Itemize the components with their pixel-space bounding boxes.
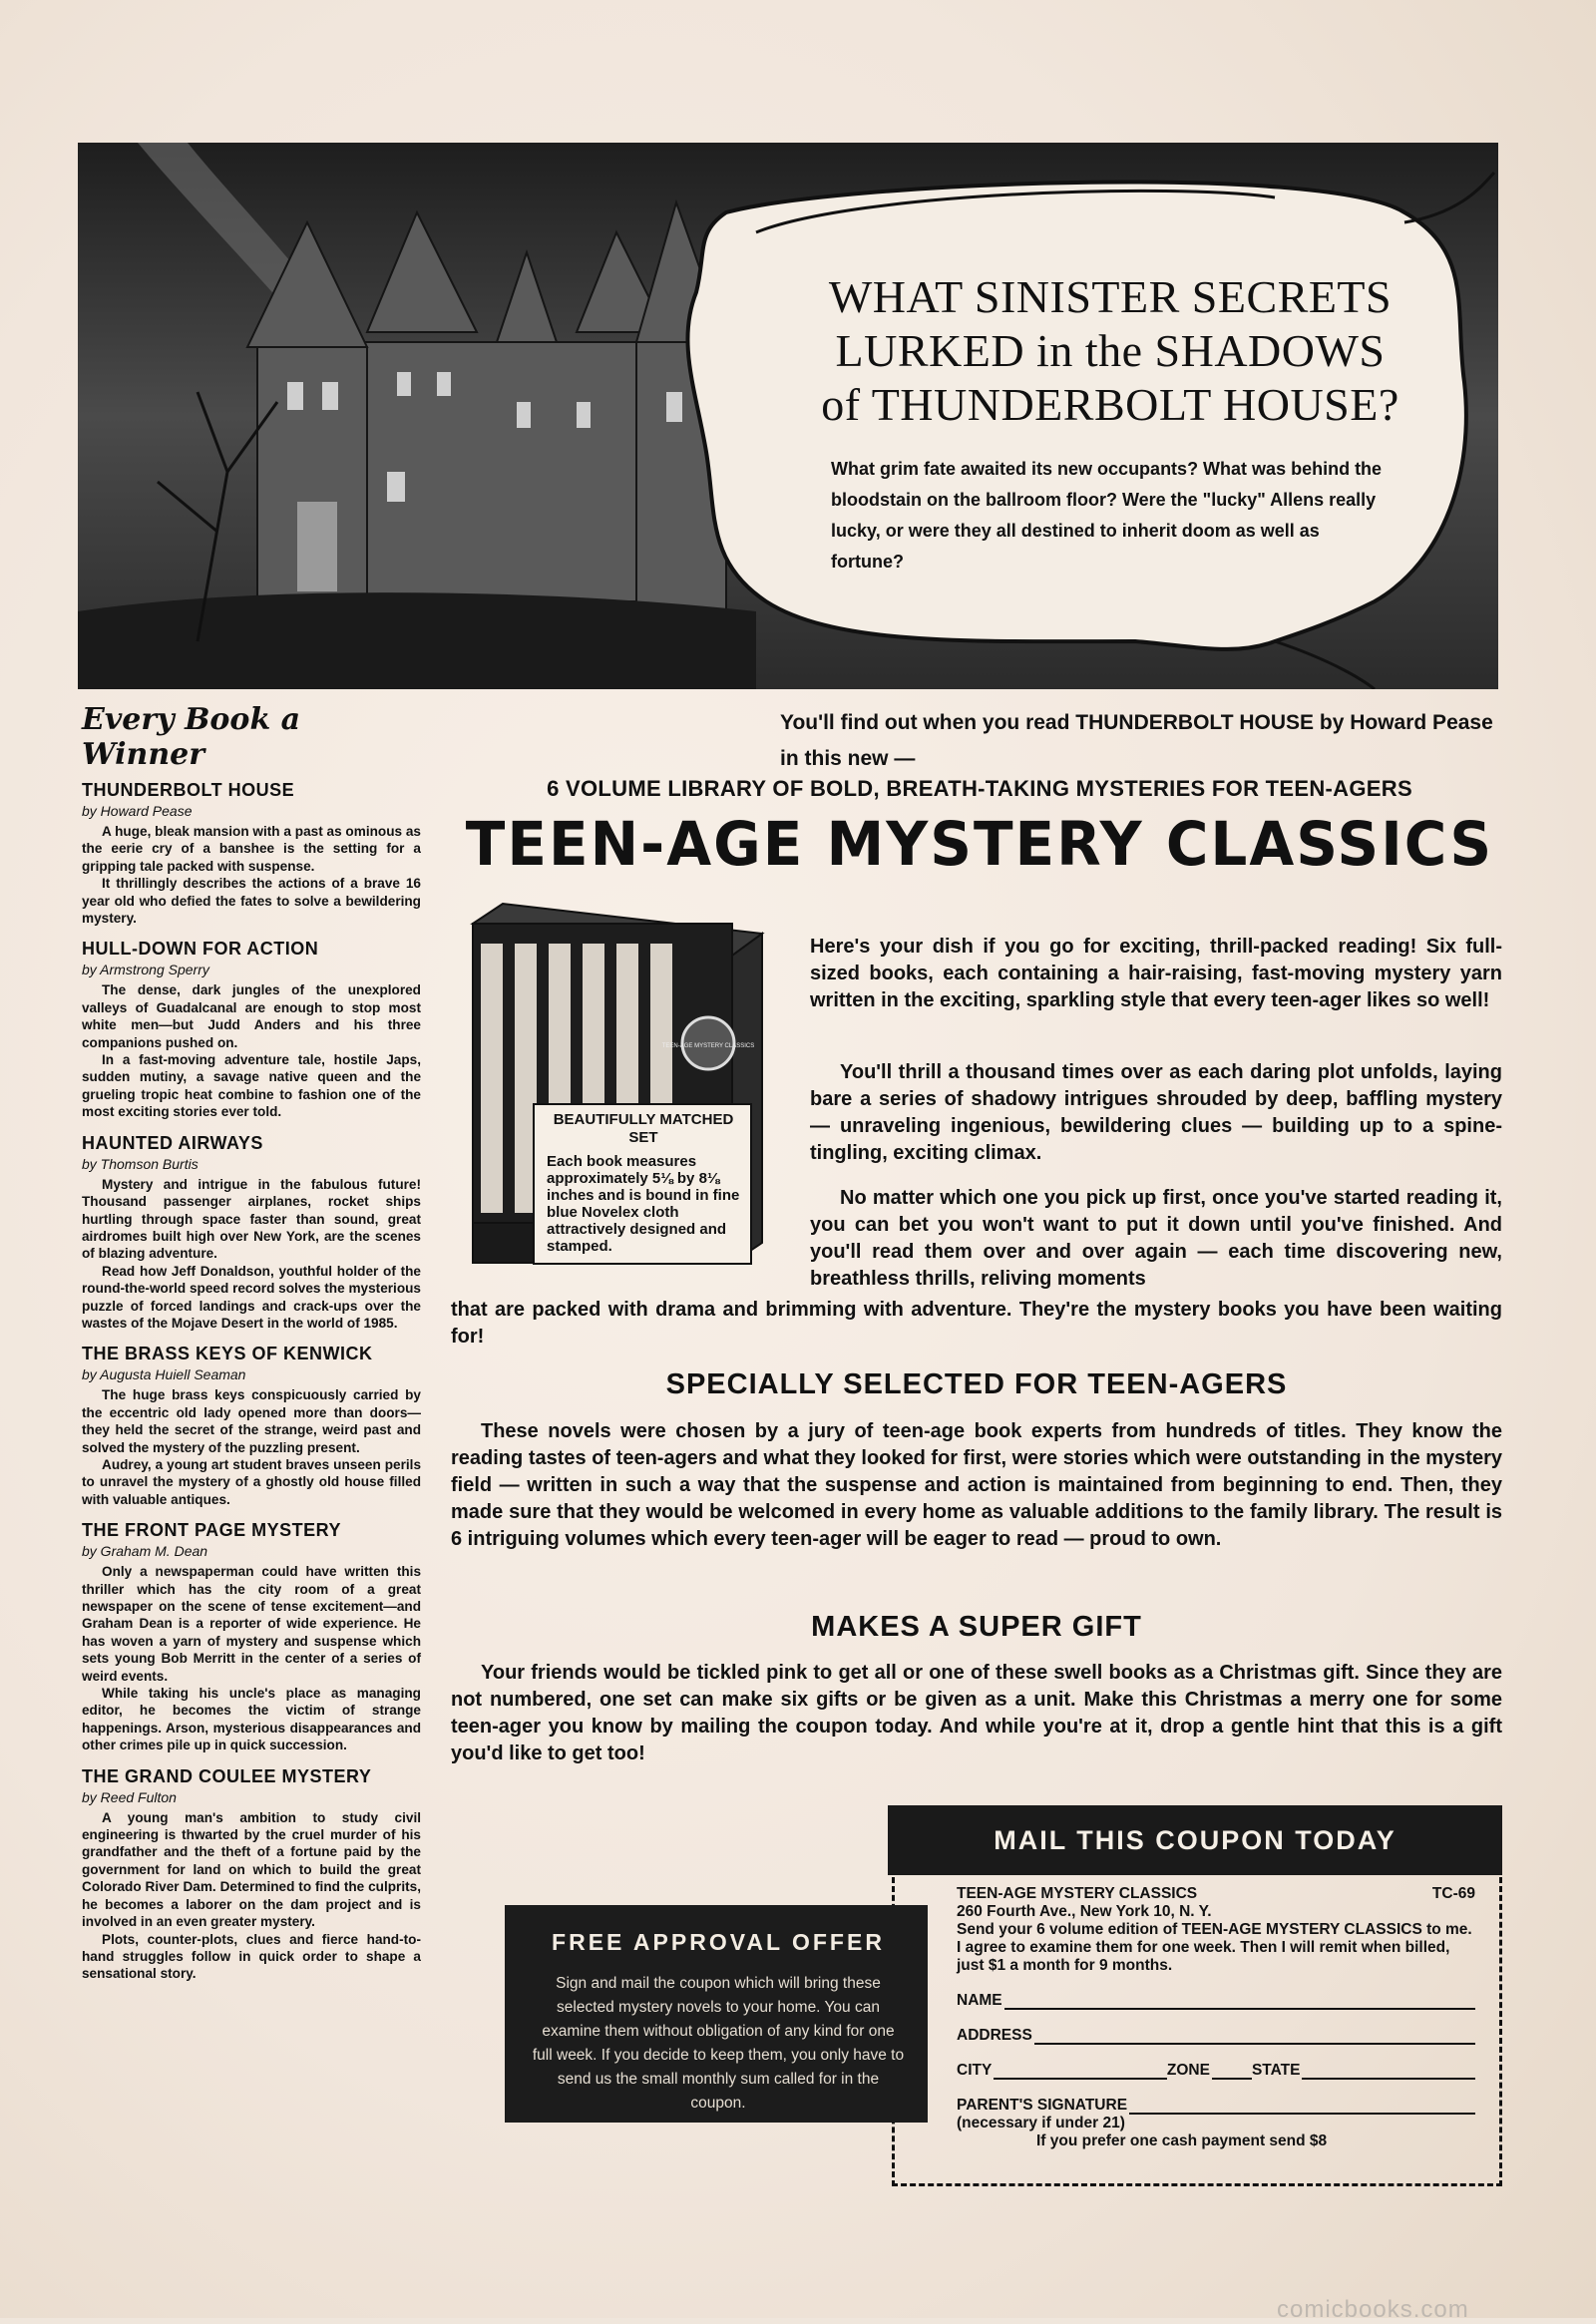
coupon-header: MAIL THIS COUPON TODAY <box>888 1805 1502 1875</box>
book-spine-label: TEEN-AGE MYSTERY CLASSICS <box>661 1043 755 1049</box>
book-author: by Armstrong Sperry <box>82 962 209 978</box>
offer-title: FREE APPROVAL OFFER <box>552 1929 885 1955</box>
address-line[interactable] <box>1034 2029 1475 2045</box>
book-title: THE BRASS KEYS OF KENWICK <box>82 1344 373 1364</box>
book-description: While taking his uncle's place as managing editor, he becomes the victim of strange happenings. Arson, mysterious disappearances and other crimes pile up in quick succession. <box>82 1686 421 1753</box>
headline-line-2: LURKED in the SHADOWS <box>835 325 1386 376</box>
book-description: The dense, dark jungles of the unexplored valleys of Guadalcanal are enough to stop most white men—but Judd Anders and his three companions pushed on. <box>82 982 421 1050</box>
parent-signature-field[interactable] <box>957 2097 1475 2115</box>
book-author: by Augusta Huiell Seaman <box>82 1366 246 1383</box>
order-coupon[interactable] <box>892 1877 1502 2186</box>
hero-illustration <box>78 143 1498 689</box>
parent-label: PARENT'S SIGNATURE <box>957 2097 1128 2114</box>
book-description: A huge, bleak mansion with a past as ominous as the eerie cry of a banshee is the setting for a gripping tale packed with suspense. <box>82 824 421 874</box>
book-description: Audrey, a young art student braves unseen perils to unravel the mystery of a ghostly old house filled with valuable antiques. <box>82 1456 421 1507</box>
book-title: THE GRAND COULEE MYSTERY <box>82 1765 372 1786</box>
free-approval-offer-box <box>505 1905 928 2123</box>
coupon-company-row <box>957 1885 1475 1903</box>
paragraph-2: You'll thrill a thousand times over as each daring plot unfolds, laying bare a series of shadowy intrigues shrouded by deep, baffling mystery — unraveling ingenious, bewildering clues — building up to a spine-tingling, exciting climax. <box>810 1061 1502 1164</box>
book-entry <box>82 1518 421 1753</box>
coupon-address: 260 Fourth Ave., New York 10, N. Y. <box>957 1903 1212 1920</box>
book-description: It thrillingly describes the actions of a brave 16 year old who defied the fates to solve a bewildering mystery. <box>82 876 421 927</box>
book-title: HAUNTED AIRWAYS <box>82 1132 263 1153</box>
watermark: comicbooks.com <box>1277 2296 1469 2323</box>
parent-line[interactable] <box>1129 2099 1475 2115</box>
coupon-company: TEEN-AGE MYSTERY CLASSICS <box>957 1885 1198 1902</box>
coupon-content <box>957 1885 1475 2150</box>
coupon-instructions: Send your 6 volume edition of TEEN-AGE MYSTERY CLASSICS to me. I agree to examine them for one week. Then I will remit when billed, just $1 a month for 9 months. <box>957 1921 1472 1974</box>
zone-label: ZONE <box>1166 2062 1210 2079</box>
headline-line-1: WHAT SINISTER SECRETS <box>828 271 1393 322</box>
book-title: HULL-DOWN FOR ACTION <box>82 939 319 960</box>
book-author: by Howard Pease <box>82 803 193 819</box>
heading-specially-selected: SPECIALLY SELECTED FOR TEEN-AGERS <box>665 1368 1288 1400</box>
coupon-code: TC-69 <box>1431 1885 1475 1902</box>
city-zone-state-field[interactable] <box>957 2062 1475 2080</box>
address-label: ADDRESS <box>957 2027 1032 2044</box>
book-entry <box>82 778 421 927</box>
paragraph-3b: that are packed with drama and brimming with adventure. They're the mystery books you have been waiting for! <box>451 1299 1502 1348</box>
state-label: STATE <box>1251 2062 1301 2079</box>
book-description: Read how Jeff Donaldson, youthful holder of the round-the-world speed record solves the mysterious puzzle of forced landings and crack-ups over the wastes of the Mojave Desert in the world of 1985. <box>82 1263 421 1331</box>
paragraph-gift: Your friends would be tickled pink to get all or one of these swell books as a Christmas gift. Since they are not numbered, one set can make six gifts or be given as a unit. Make this Christmas a merry one for some teen-ager you know by mailing the coupon today. And while you're at it, drop a gentle hint that this is a gift you'd like to get too! <box>451 1662 1502 1764</box>
book-descriptions-column <box>82 702 421 1993</box>
intro-text: You'll find out when you read THUNDERBOLT HOUSE by Howard Pease in this new — <box>780 711 1493 770</box>
book-title: THUNDERBOLT HOUSE <box>82 780 295 800</box>
paragraph-selected: These novels were chosen by a jury of teen-age book experts from hundreds of titles. They know the reading tastes of teen-agers and what they looked for first, were stories which were outstanding in the mystery field — written in such a way that the suspense and action is maintained from beginning to end. Then, they made sure that they would be welcomed in every home as valuable additions to the family library. The result is 6 intriguing volumes which every teen-ager will be eager to read — proud to own. <box>451 1420 1502 1550</box>
heading-super-gift: MAKES A SUPER GIFT <box>811 1611 1142 1643</box>
cash-note: If you prefer one cash payment send $8 <box>1036 2132 1328 2149</box>
parent-note: (necessary if under 21) <box>957 2115 1125 2131</box>
book-entry <box>82 1342 421 1508</box>
book-description: Plots, counter-plots, clues and fierce hand-to-hand struggles follow in quick order to shape a sensational story. <box>82 1931 421 1982</box>
book-title: THE FRONT PAGE MYSTERY <box>82 1520 342 1541</box>
book-author: by Reed Fulton <box>82 1788 177 1805</box>
book-description: In a fast-moving adventure tale, hostile Japs, sudden mutiny, a savage native queen and the grueling tropic heat combine to fashion one of the most exciting stories ever told. <box>82 1052 421 1120</box>
book-author: by Thomson Burtis <box>82 1155 199 1172</box>
paragraph-3a: No matter which one you pick up first, once you've started reading it, you can bet you won't want to put it down until you've finished. And you'll read them over and over again — each time discovering new, breathless thrills, reliving moments <box>810 1187 1502 1290</box>
offer-text: Sign and mail the coupon which will bring these selected mystery novels to your home. You can examine them without obligation of any kind for one full week. If you decide to keep them, you only have to send us the small monthly sum called for in the coupon. <box>532 1975 905 2112</box>
paragraph-1: Here's your dish if you go for exciting, thrill-packed reading! Six full-sized books, each containing a hair-raising, fast-moving mystery yarn written in the exciting, sparkling style that every teen-ager likes so well! <box>810 936 1502 1011</box>
book-description: Mystery and intrigue in the fabulous future! Thousand passenger airplanes, rocket ships hurtling through space faster than sound, great airdromes built high over New York, are the scenes of blazing adventure. <box>82 1176 421 1262</box>
zone-line[interactable] <box>1212 2064 1252 2080</box>
main-title: TEEN-AGE MYSTERY CLASSICS <box>465 808 1494 880</box>
name-line[interactable] <box>1004 1994 1475 2010</box>
book-entry <box>82 1131 421 1333</box>
address-field[interactable] <box>957 2027 1475 2045</box>
book-entry <box>82 1764 421 1983</box>
book-description: The huge brass keys conspicuously carried by the eccentric old lady opened more than doors—they held the secret of the strange, weird past and solved the mystery of the puzzling present. <box>82 1387 421 1455</box>
tagline: Every Book a Winner <box>82 702 301 772</box>
set-box-text: Each book measures approximately 5⅛ by 8⅛ inches and is bound in fine blue Novelex cloth attractively designed and stamped. <box>547 1153 740 1255</box>
book-author: by Graham M. Dean <box>82 1543 208 1560</box>
library-line: 6 VOLUME LIBRARY OF BOLD, BREATH-TAKING MYSTERIES FOR TEEN-AGERS <box>547 776 1412 801</box>
book-description: A young man's ambition to study civil engineering is thwarted by the cruel murder of his grandfather and the theft of a fortune paid by the government for land on which to build the great Colorado River Dam. Determined to find the culprits, he becomes a laborer on the dam project and is involved in an even greater mystery. <box>82 1809 421 1930</box>
headline-line-3: of THUNDERBOLT HOUSE? <box>821 379 1399 430</box>
set-info-box <box>533 1103 752 1265</box>
name-field[interactable] <box>957 1992 1475 2010</box>
city-label: CITY <box>957 2062 993 2079</box>
book-description: Only a newspaperman could have written this thriller which has the city room of a great newspaper on the scene of tense excitement—and Graham Dean is a reporter of wide experience. He has woven a yarn of mystery and suspense which sets young Bob Merritt in the center of a series of weird events. <box>82 1564 421 1684</box>
book-entry <box>82 937 421 1120</box>
state-line[interactable] <box>1302 2064 1475 2080</box>
set-box-title: BEAUTIFULLY MATCHED SET <box>553 1111 734 1146</box>
cloud-text <box>766 270 1454 578</box>
hero-questions: What grim fate awaited its new occupants? What was behind the bloodstain on the ballroom floor? Were the "lucky" Allens really lucky, or were they all destined to inherit doom as well as fortune? <box>831 459 1383 572</box>
name-label: NAME <box>957 1992 1002 2009</box>
city-line[interactable] <box>994 2064 1167 2080</box>
